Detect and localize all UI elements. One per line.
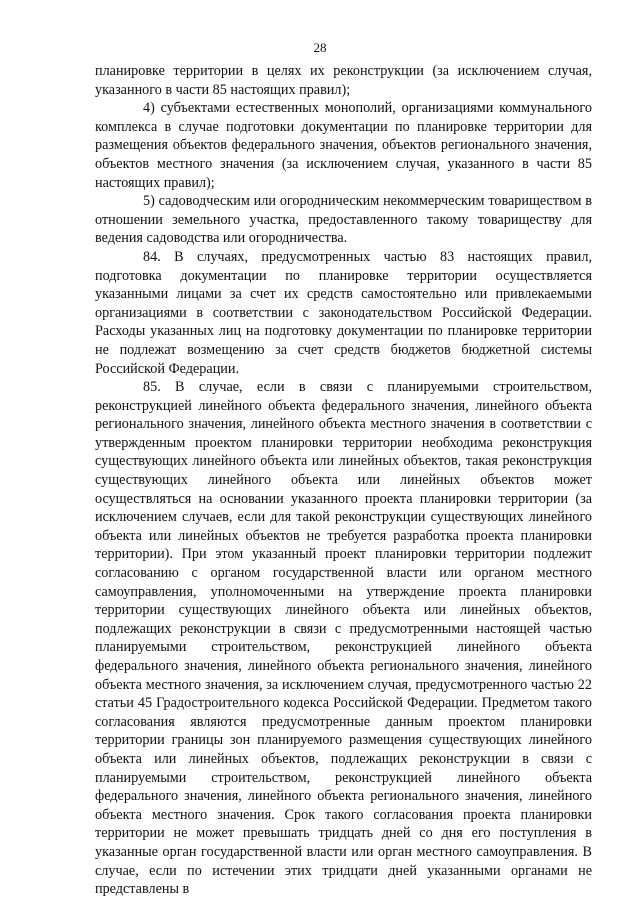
document-body	[95, 62, 592, 899]
paragraph-continuation: планировке территории в целях их реконструкции (за исключением случая, указанного в части 85 настоящих правил);	[95, 63, 592, 98]
paragraph-item-5: 5) садоводческим или огородническим некоммерческим товариществом в отношении земельного участка, предоставленного такому товариществу для ведения садоводства или огородничества.	[95, 193, 592, 247]
paragraph-clause-84: 84. В случаях, предусмотренных частью 83 настоящих правил, подготовка документации по планировке территории осуществляется указанными лицами за счет их средств самостоятельно или привлекаемыми организациями в соответствии с законодательством Российской Федерации. Расходы указанных лиц на подготовку документации по планировке территории не подлежат возмещению за счет средств бюджетов бюджетной системы Российской Федерации.	[95, 248, 592, 377]
page-number: 28	[313, 40, 327, 55]
paragraph-item-4: 4) субъектами естественных монополий, организациями коммунального комплекса в случае подготовки документации по планировке территории для размещения объектов федерального значения, объектов регионального значения, объектов местного значения (за исключением случая, указанного в части 85 настоящих правил);	[95, 100, 592, 191]
paragraph-clause-85: 85. В случае, если в связи с планируемыми строительством, реконструкцией линейного объекта федерального значения, линейного объекта регионального значения, линейного объекта местного значения в соответствии с утвержденным проектом планировки территории необходима реконструкция существующих линейного объекта или линейных объектов, такая реконструкция существующих линейного объекта или линейных объектов может осуществляться на основании указанного проекта планировки территории (за исключением случаев, если для такой реконструкции существующих линейного объекта или линейных объектов не требуется разработка проекта планировки территории). При этом указанный проект планировки территории подлежит согласованию с органом государственной власти или органом местного самоуправления, уполномоченными на утверждение проекта планировки территории существующих линейного объекта или линейных объектов, подлежащих реконструкции в связи с предусмотренными настоящей частью планируемыми строительством, реконструкцией линейного объекта федерального значения, линейного объекта регионального значения, линейного объекта местного значения, за исключением случая, предусмотренного частью 22 статьи 45 Градостроительного кодекса Российской Федерации. Предметом такого согласования являются предусмотренные данным проектом планировки территории границы зон планируемого размещения существующих линейного объекта или линейных объектов, подлежащих реконструкции в связи с планируемыми строительством, реконструкцией линейного объекта федерального значения, линейного объекта регионального значения, линейного объекта местного значения. Срок такого согласования проекта планировки территории не может превышать тридцать дней со дня его поступления в указанные орган государственной власти или орган местного самоуправления. В случае, если по истечении этих тридцати дней указанными органами не представлены в	[95, 379, 592, 898]
